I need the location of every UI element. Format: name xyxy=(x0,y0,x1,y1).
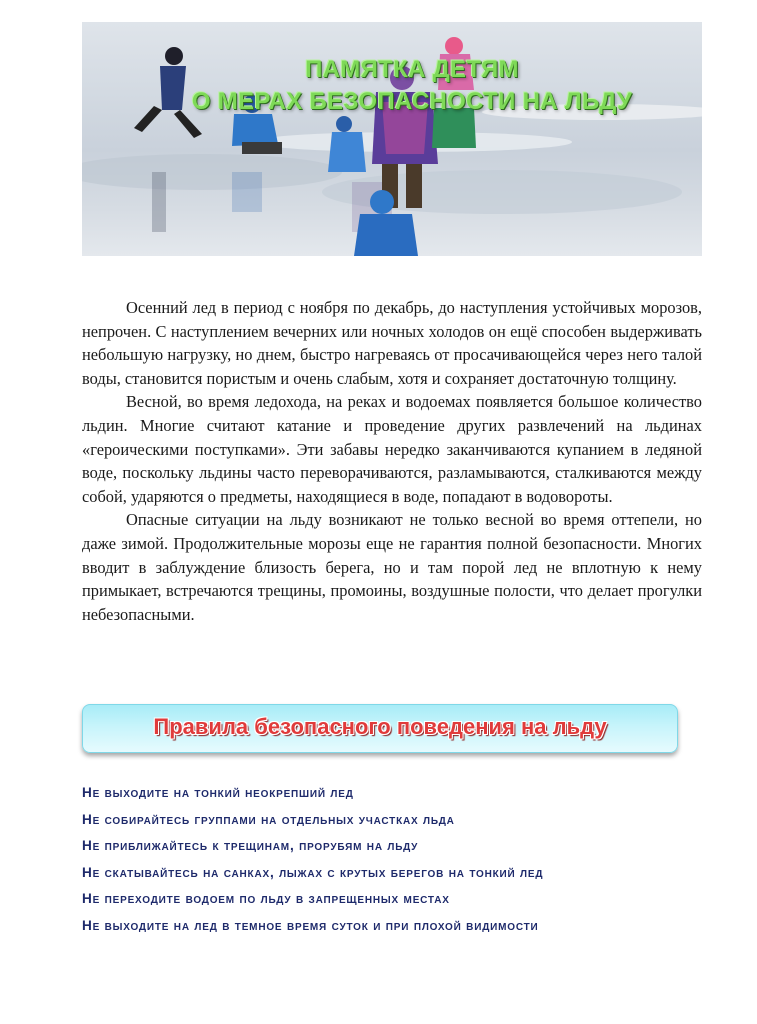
rules-title: Правила безопасного поведения на льду xyxy=(153,714,607,739)
body-text xyxy=(82,296,702,626)
banner-title-line1: ПАМЯТКА ДЕТЯМ xyxy=(305,56,519,83)
rule-item: Не собирайтесь группами на отдельных участках льда xyxy=(82,811,455,827)
rule-item: Не приближайтесь к трещинам, прорубям на льду xyxy=(82,838,419,853)
paragraph-winter-dangers: Опасные ситуации на льду возникают не только весной во время оттепели, но даже зимой. Продолжительные морозы еще не гарантия полной безопасности. Многих вводит в заблуждение близость берега, но и там порой лед не вплотную к нему примыкает, встречаются трещины, промоины, воздушные полости, что делает прогулки небезопасными. xyxy=(82,510,702,624)
rules-list xyxy=(82,780,704,939)
rule-item: Не переходите водоем по льду в запрещенных местах xyxy=(82,891,450,906)
paragraph-spring-ice: Весной, во время ледохода, на реках и водоемах появляется большое количество льдин. Многие считают катание и проведение других развлечений на льдинах «героическими поступками». Эти забавы нередко заканчиваются купанием в ледяной воде, поскольку льдины часто переворачиваются, разламываются, сталкиваются между собой, ударяются о предметы, находящиеся в воде, попадают в водовороты. xyxy=(82,392,702,506)
rule-item: Не выходите на лед в темное время суток и при плохой видимости xyxy=(82,917,539,933)
banner-title-line2: О МЕРАХ БЕЗОПАСНОСТИ НА ЛЬДУ xyxy=(191,88,633,115)
paragraph-autumn-ice: Осенний лед в период с ноября по декабрь, до наступления устойчивых морозов, непрочен. С наступлением вечерних или ночных холодов он ещё способен выдерживать небольшую нагрузку, но днем, быстро нагреваясь от просачивающейся через него талой воды, становится пористым и очень слабым, хотя и сохраняет достаточную толщину. xyxy=(82,298,702,388)
banner-title xyxy=(82,54,702,118)
rules-title-box xyxy=(82,704,678,753)
header-banner xyxy=(82,22,702,256)
rule-item: Не выходите на тонкий неокрепший лед xyxy=(82,785,354,800)
rule-item: Не скатывайтесь на санках, лыжах с крутых берегов на тонкий лед xyxy=(82,864,544,880)
